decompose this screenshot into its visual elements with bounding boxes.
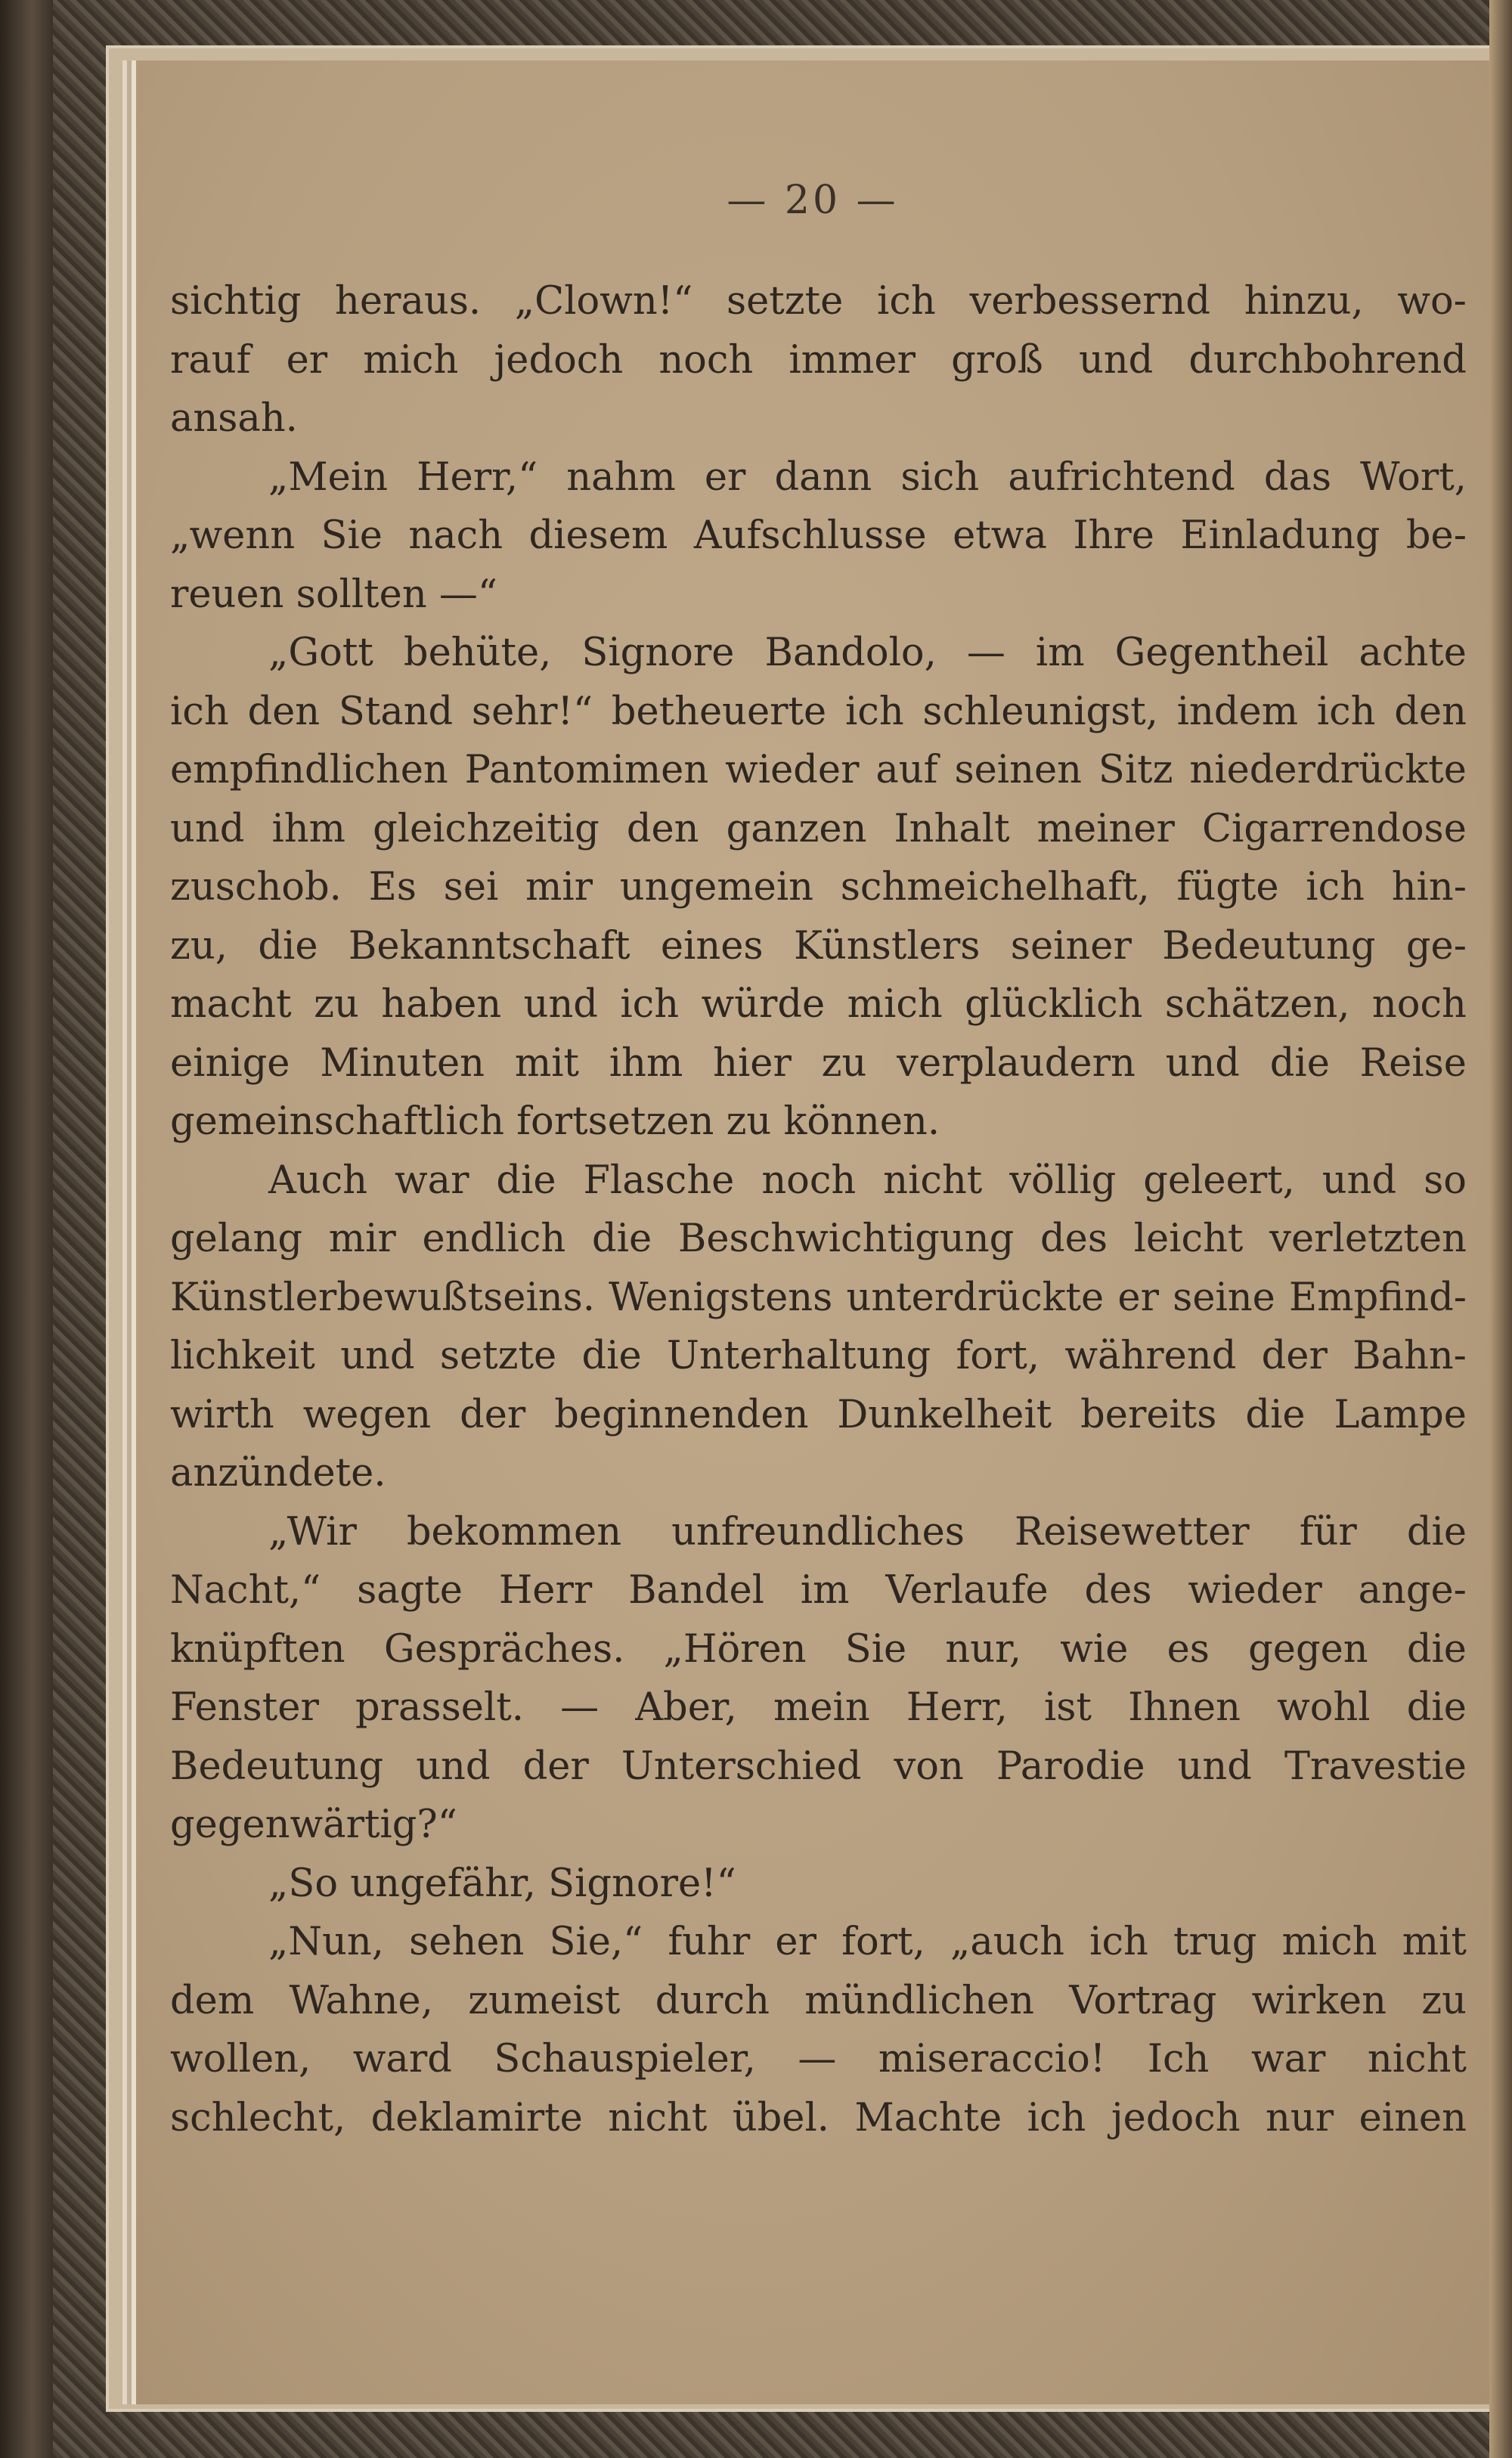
- text-word: Vortrag: [1069, 1978, 1217, 2023]
- text-word: Minuten: [320, 1040, 485, 1086]
- text-word: Reise: [1359, 1040, 1467, 1086]
- text-word: „So: [268, 1861, 351, 1906]
- book-spine-edge: [0, 0, 53, 2458]
- text-word: Nacht,“: [170, 1568, 321, 1613]
- text-word: hier: [713, 1040, 792, 1086]
- text-word: und: [340, 1334, 415, 1378]
- text-word: Auch: [268, 1158, 368, 1203]
- text-line: [170, 1034, 1467, 1093]
- text-word: den: [247, 689, 321, 734]
- text-word: fort,: [956, 1334, 1040, 1378]
- text-word: ich: [620, 982, 680, 1027]
- text-word: etwa: [953, 513, 1047, 558]
- text-word: empfindlichen: [170, 748, 448, 792]
- text-word: schleunigst,: [922, 689, 1159, 734]
- text-word: verplaudern: [897, 1040, 1136, 1086]
- text-word: groß: [951, 337, 1043, 383]
- text-word: Einladung: [1180, 513, 1380, 558]
- text-word: jedoch: [494, 337, 624, 383]
- text-word: „Clown!“: [514, 279, 693, 324]
- text-word: bekommen: [406, 1509, 622, 1554]
- text-word: setzte: [439, 1334, 557, 1378]
- text-word: Sie,“: [549, 1920, 643, 1964]
- text-word: die: [1406, 1685, 1467, 1730]
- text-word: haben: [381, 982, 502, 1027]
- text-word: leicht: [1133, 1217, 1244, 1261]
- text-word: Sitz: [1098, 748, 1173, 792]
- text-word: zuschob.: [170, 865, 342, 910]
- text-word: ganzen: [726, 806, 867, 851]
- text-word: und: [523, 982, 598, 1027]
- text-word: indem: [1176, 689, 1299, 734]
- text-word: eines: [660, 923, 764, 969]
- text-word: auf: [875, 748, 938, 792]
- text-word: Künstlerbewußtseins.: [170, 1275, 595, 1320]
- text-word: einige: [170, 1040, 290, 1086]
- text-word: zu: [1421, 1978, 1467, 2023]
- text-word: ihm: [609, 1040, 683, 1086]
- text-word: Sie: [844, 1626, 907, 1672]
- text-word: und: [170, 806, 245, 851]
- text-word: Sie: [321, 513, 383, 558]
- text-word: durchbohrend: [1188, 337, 1467, 383]
- text-word: seinen: [954, 748, 1082, 792]
- text-word: Bahn-: [1352, 1334, 1467, 1378]
- text-word: nicht: [883, 1158, 983, 1203]
- text-word: noch: [1371, 982, 1467, 1027]
- text-word: Bandel: [628, 1568, 764, 1613]
- text-word: war: [395, 1158, 469, 1203]
- text-word: bereits: [1080, 1392, 1217, 1437]
- text-word: betheuerte: [611, 689, 827, 734]
- text-word: rauf: [170, 337, 251, 383]
- text-word: wie: [1060, 1626, 1129, 1672]
- text-line: [170, 1913, 1467, 1972]
- text-word: „wenn: [170, 513, 296, 558]
- text-word: —: [798, 2037, 837, 2081]
- text-word: fortsetzen: [516, 1099, 727, 1144]
- text-word: die: [1245, 1392, 1306, 1437]
- text-word: Parodie: [996, 1744, 1145, 1789]
- text-word: dem: [170, 1978, 255, 2023]
- text-word: ge-: [1405, 923, 1467, 969]
- text-line: [170, 1093, 1467, 1152]
- text-word: prasselt.: [355, 1685, 524, 1730]
- text-word: des: [1040, 1217, 1108, 1261]
- text-line: [170, 1972, 1467, 2031]
- text-word: Beschwichtigung: [677, 1217, 1015, 1261]
- text-word: Unterhaltung: [666, 1334, 931, 1378]
- text-word: knüpften: [170, 1626, 345, 1672]
- text-word: nicht: [608, 2095, 708, 2140]
- text-word: gegenwärtig?“: [170, 1802, 457, 1847]
- text-word: Künstlers: [793, 923, 981, 969]
- text-line: [170, 1503, 1467, 1562]
- text-word: mich: [847, 982, 943, 1027]
- text-word: übel.: [732, 2095, 830, 2140]
- text-line: [170, 1152, 1467, 1210]
- text-word: mich: [1281, 1920, 1377, 1964]
- text-line: [170, 1210, 1467, 1269]
- text-line: [170, 1561, 1467, 1620]
- text-word: ich: [1027, 2095, 1086, 2140]
- text-word: ungefähr,: [350, 1861, 549, 1906]
- text-word: mir: [328, 1217, 396, 1261]
- text-line: [170, 389, 1467, 448]
- text-word: schätzen,: [1164, 982, 1350, 1027]
- text-word: Herr,“: [417, 454, 538, 500]
- text-word: Bandolo,: [764, 631, 937, 675]
- text-word: sollten: [296, 572, 439, 617]
- text-word: jedoch: [1111, 2095, 1241, 2140]
- text-word: während: [1064, 1334, 1237, 1378]
- text-word: „Hören: [663, 1626, 807, 1672]
- text-word: —: [966, 631, 1005, 675]
- text-word: gegen: [1248, 1626, 1368, 1672]
- text-word: war: [1250, 2037, 1326, 2081]
- text-line: [170, 1444, 1467, 1503]
- text-word: ange-: [1358, 1568, 1467, 1613]
- text-word: setzte: [726, 279, 844, 324]
- text-word: das: [1263, 454, 1332, 500]
- text-word: wegen: [302, 1392, 432, 1437]
- text-word: hin-: [1391, 865, 1467, 910]
- text-word: ich: [1306, 865, 1365, 910]
- text-line: [170, 800, 1467, 859]
- text-word: zu: [821, 1040, 867, 1086]
- text-word: und: [1321, 1158, 1397, 1203]
- text-word: Pantomimen: [464, 748, 709, 792]
- text-line: [170, 1269, 1467, 1328]
- text-word: so: [1424, 1158, 1467, 1203]
- text-line: [170, 975, 1467, 1034]
- text-word: des: [1084, 1568, 1152, 1613]
- text-word: ward: [352, 2037, 452, 2081]
- text-word: nahm: [566, 454, 676, 500]
- text-word: unfreundliches: [671, 1509, 965, 1554]
- text-line: [170, 2030, 1467, 2089]
- text-word: die: [1406, 1509, 1467, 1554]
- text-word: beginnenden: [554, 1392, 809, 1437]
- text-word: Es: [368, 865, 417, 910]
- text-word: den: [626, 806, 699, 851]
- text-word: sichtig: [170, 279, 302, 324]
- text-word: anzündete.: [170, 1451, 386, 1496]
- text-word: können.: [783, 1099, 940, 1144]
- text-word: „Nun,: [268, 1920, 384, 1964]
- text-word: er: [775, 1920, 816, 1964]
- text-word: nur,: [945, 1626, 1022, 1672]
- text-word: —“: [438, 572, 497, 617]
- text-word: Unterschied: [621, 1744, 862, 1789]
- text-line: [170, 1796, 1467, 1855]
- text-line: [170, 858, 1467, 917]
- right-page-edge: [1489, 0, 1512, 2458]
- text-word: Aber,: [635, 1685, 737, 1730]
- text-word: Wenigstens: [609, 1275, 833, 1320]
- text-word: Herr: [498, 1568, 593, 1613]
- text-word: ungemein: [619, 865, 813, 910]
- text-word: „Mein: [268, 454, 388, 500]
- text-word: gemeinschaftlich: [170, 1099, 517, 1144]
- text-line: [170, 1678, 1467, 1737]
- text-word: hinzu,: [1244, 279, 1364, 324]
- text-line: [170, 272, 1467, 331]
- text-word: Inhalt: [894, 806, 1010, 851]
- text-word: ihm: [271, 806, 345, 851]
- text-word: Fenster: [170, 1685, 319, 1730]
- text-word: fort,: [841, 1920, 925, 1964]
- text-word: die: [1406, 1626, 1467, 1672]
- text-word: mit: [1402, 1920, 1467, 1964]
- text-word: Cigarrendose: [1202, 806, 1467, 851]
- text-word: nur: [1266, 2095, 1334, 2140]
- text-word: Verlaufe: [885, 1568, 1049, 1613]
- text-word: völlig: [1009, 1158, 1117, 1203]
- text-word: Bedeutung: [170, 1744, 384, 1789]
- text-word: heraus.: [335, 279, 482, 324]
- text-word: Ihnen: [1128, 1685, 1241, 1730]
- text-line: [170, 624, 1467, 683]
- page-number: — 20 —: [727, 178, 899, 223]
- text-word: nicht: [1367, 2037, 1467, 2081]
- text-word: mich: [363, 337, 459, 383]
- text-word: für: [1299, 1509, 1357, 1554]
- text-word: und: [1177, 1744, 1252, 1789]
- text-word: Machte: [854, 2095, 1002, 2140]
- text-word: „Wir: [268, 1509, 357, 1554]
- text-word: verletzten: [1269, 1217, 1467, 1261]
- text-word: ich: [170, 689, 229, 734]
- text-word: Signore!“: [548, 1861, 736, 1906]
- text-word: und: [1165, 1040, 1240, 1086]
- text-word: Gespräches.: [383, 1626, 625, 1672]
- text-word: noch: [761, 1158, 857, 1203]
- text-word: Bekanntschaft: [348, 923, 631, 969]
- text-word: sehen: [409, 1920, 525, 1964]
- text-word: achte: [1359, 631, 1467, 675]
- text-word: zumeist: [468, 1978, 621, 2023]
- text-line: [170, 1386, 1467, 1445]
- text-line: [170, 917, 1467, 976]
- text-word: nach: [408, 513, 503, 558]
- text-word: diesem: [528, 513, 668, 558]
- text-line: [170, 741, 1467, 800]
- text-word: „auch: [950, 1920, 1065, 1964]
- text-word: wollen,: [170, 2037, 311, 2081]
- text-word: wirken: [1251, 1978, 1387, 2023]
- text-word: unterdrückte: [846, 1275, 1105, 1320]
- text-word: Lampe: [1334, 1392, 1467, 1437]
- text-word: mit: [514, 1040, 579, 1086]
- text-word: er: [286, 337, 328, 383]
- text-word: meiner: [1036, 806, 1175, 851]
- text-word: Ihre: [1073, 513, 1154, 558]
- text-word: im: [1035, 631, 1085, 675]
- text-word: und: [1078, 337, 1154, 383]
- text-word: fügte: [1176, 865, 1279, 910]
- text-line: [170, 1737, 1467, 1796]
- text-line: [170, 1327, 1467, 1386]
- text-word: die: [496, 1158, 556, 1203]
- text-word: die: [591, 1217, 652, 1261]
- text-word: mündlichen: [804, 1978, 1034, 2023]
- text-word: einen: [1359, 2095, 1467, 2140]
- text-word: Schauspieler,: [494, 2037, 756, 2081]
- text-word: noch: [658, 337, 754, 383]
- text-word: dann: [774, 454, 872, 500]
- text-word: wieder: [725, 748, 860, 792]
- text-word: von: [894, 1744, 964, 1789]
- text-word: Ich: [1147, 2037, 1210, 2081]
- text-word: schmeichelhaft,: [840, 865, 1150, 910]
- text-word: würde: [701, 982, 826, 1027]
- text-word: sagte: [357, 1568, 463, 1613]
- text-line: [170, 448, 1467, 507]
- text-line: [170, 566, 1467, 625]
- text-word: glücklich: [965, 982, 1143, 1027]
- text-word: Wahne,: [289, 1978, 433, 2023]
- text-word: „Gott: [268, 631, 373, 675]
- text-word: wo-: [1397, 279, 1467, 324]
- text-word: er: [1117, 1275, 1159, 1320]
- text-word: schlecht,: [170, 2095, 346, 2140]
- text-word: Aufschlusse: [693, 513, 927, 558]
- text-word: ich: [877, 279, 936, 324]
- text-word: seine: [1173, 1275, 1275, 1320]
- text-line: [170, 683, 1467, 742]
- text-word: Bedeutung: [1162, 923, 1376, 969]
- text-word: Empfind-: [1289, 1275, 1467, 1320]
- text-word: miseraccio!: [878, 2037, 1106, 2081]
- text-line: [170, 507, 1467, 566]
- text-word: wirth: [170, 1392, 274, 1437]
- text-word: und: [416, 1744, 491, 1789]
- text-word: Stand: [338, 689, 454, 734]
- text-word: lichkeit: [170, 1334, 315, 1378]
- text-word: gleichzeitig: [373, 806, 600, 851]
- text-word: endlich: [422, 1217, 566, 1261]
- text-word: im: [800, 1568, 850, 1613]
- text-word: ich: [1316, 689, 1376, 734]
- text-word: behüte,: [403, 631, 552, 675]
- text-word: sei: [443, 865, 499, 910]
- text-word: trug: [1173, 1920, 1257, 1964]
- text-word: reuen: [170, 572, 296, 617]
- text-word: ich: [1089, 1920, 1148, 1964]
- text-word: die: [1269, 1040, 1330, 1086]
- text-word: Gegentheil: [1114, 631, 1329, 675]
- text-word: seiner: [1010, 923, 1132, 969]
- text-word: macht: [170, 982, 292, 1027]
- text-word: ich: [844, 689, 904, 734]
- text-word: geleert,: [1143, 1158, 1295, 1203]
- text-word: es: [1167, 1626, 1210, 1672]
- text-word: wieder: [1188, 1568, 1322, 1613]
- text-word: er: [704, 454, 746, 500]
- text-word: fuhr: [668, 1920, 751, 1964]
- text-word: sehr!“: [471, 689, 593, 734]
- text-word: Signore: [581, 631, 735, 675]
- text-word: verbessernd: [969, 279, 1211, 324]
- text-word: mir: [525, 865, 593, 910]
- text-line: [170, 2089, 1467, 2148]
- text-word: ansah.: [170, 396, 298, 441]
- text-word: aufrichtend: [1008, 454, 1235, 500]
- text-word: Herr,: [906, 1685, 1008, 1730]
- text-word: zu,: [170, 923, 228, 969]
- text-word: der: [1261, 1334, 1328, 1378]
- text-word: niederdrückte: [1189, 748, 1467, 792]
- text-word: be-: [1405, 513, 1467, 558]
- text-word: der: [460, 1392, 526, 1437]
- text-word: gelang: [170, 1217, 303, 1261]
- text-word: mein: [773, 1685, 870, 1730]
- text-line: [170, 1620, 1467, 1679]
- page-body-text: [170, 272, 1467, 2147]
- text-line: [170, 1855, 1467, 1914]
- text-word: die: [258, 923, 318, 969]
- text-word: zu: [314, 982, 359, 1027]
- text-word: wohl: [1277, 1685, 1371, 1730]
- text-word: Flasche: [583, 1158, 735, 1203]
- text-word: sich: [900, 454, 980, 500]
- text-word: zu: [726, 1099, 784, 1144]
- text-word: deklamirte: [370, 2095, 583, 2140]
- text-word: durch: [655, 1978, 770, 2023]
- text-word: die: [581, 1334, 642, 1378]
- text-word: Wort,: [1360, 454, 1467, 500]
- text-word: ist: [1043, 1685, 1092, 1730]
- text-word: Dunkelheit: [837, 1392, 1052, 1437]
- text-word: immer: [789, 337, 916, 383]
- text-word: den: [1394, 689, 1467, 734]
- text-word: —: [560, 1685, 600, 1730]
- text-word: der: [522, 1744, 589, 1789]
- text-word: Reisewetter: [1015, 1509, 1250, 1554]
- text-line: [170, 331, 1467, 390]
- text-word: Travestie: [1284, 1744, 1467, 1789]
